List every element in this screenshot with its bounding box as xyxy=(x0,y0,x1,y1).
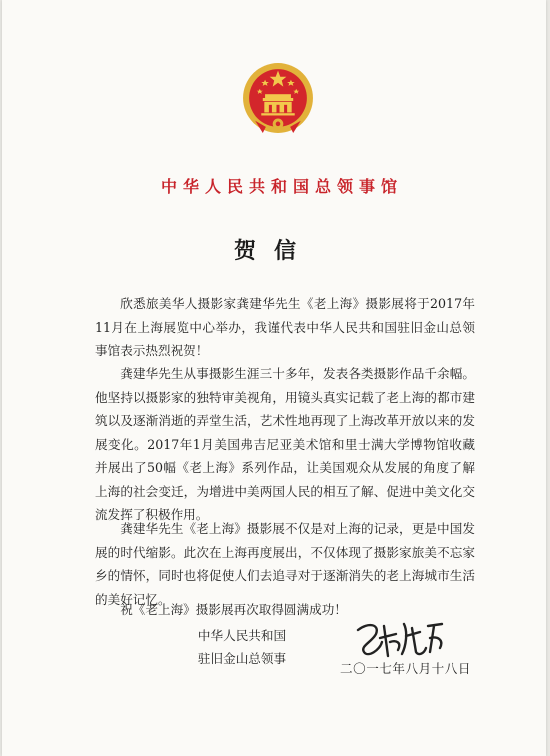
national-emblem-icon xyxy=(240,60,316,136)
letter-date: 二〇一七年八月十八日 xyxy=(340,661,471,676)
paragraph-text: 龚建华先生《老上海》摄影展不仅是对上海的记录，更是中国发展的时代缩影。此次在上海再度展出，不仅体现了摄影家旅美不忘家乡的情怀，同时也将促使人们去追寻对于逐渐消失的老上海城市生活的美好记忆。 xyxy=(95,521,475,607)
letter-page xyxy=(2,0,546,756)
paragraph-text: 欣悉旅美华人摄影家龚建华先生《老上海》摄影展将于2017年11月在上海展览中心举办，我谨代表中华人民共和国驻旧金山总领事馆表示热烈祝贺！ xyxy=(95,296,475,358)
signature-org-line-1: 中华人民共和国 xyxy=(197,628,287,643)
letter-title: 贺信 xyxy=(233,238,314,264)
signature-org-line-2: 驻旧金山总领事 xyxy=(197,651,287,666)
paragraph-2 xyxy=(95,362,475,527)
paragraph-text: 龚建华先生从事摄影生涯三十多年，发表各类摄影作品千余幅。他坚持以摄影家的独特审美视角，用镜头真实记载了老上海的都市建筑以及逐渐消逝的弄堂生活，艺术性地再现了上海改革开放以来的发展变化。2017年1月美国弗吉尼亚美术馆和里士满大学博物馆收藏并展出了50幅《老上海》系列作品，让美国观众从发展的角度了解上海的社会变迁，为增进中美两国人民的相互了解、促进中美文化交流发挥了积极作用。 xyxy=(95,366,475,522)
consulate-title: 中华人民共和国总领事馆 xyxy=(160,177,403,196)
paragraph-text: 祝《老上海》摄影展再次取得圆满成功！ xyxy=(120,602,347,617)
paragraph-3 xyxy=(95,517,475,611)
paragraph-1 xyxy=(95,292,475,363)
